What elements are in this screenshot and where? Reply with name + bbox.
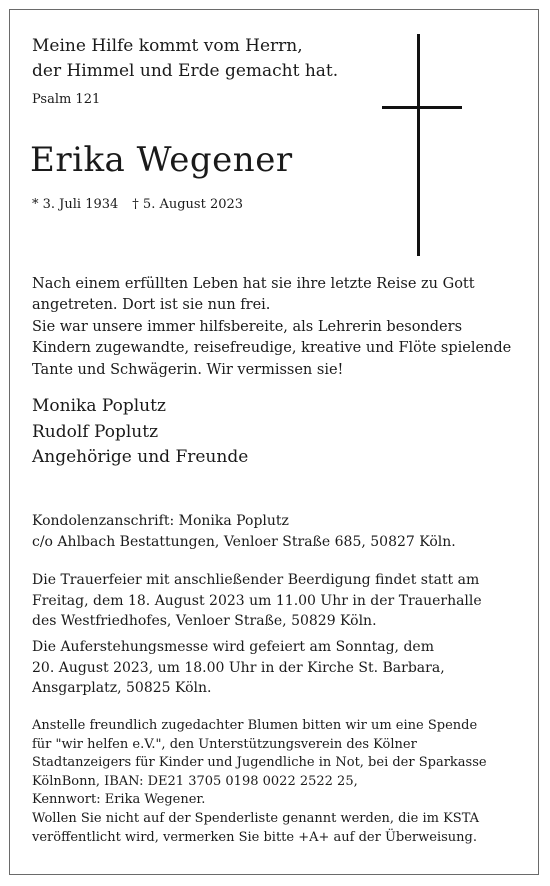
funeral-info: [32, 570, 482, 632]
address-line: Kondolenzanschrift: Monika Poplutz: [32, 513, 289, 529]
donation-line: KölnBonn, IBAN: DE21 3705 0198 0022 2522 25,: [32, 773, 358, 789]
cross-horizontal-bar: [382, 106, 462, 109]
message-line: Tante und Schwägerin. Wir vermissen sie!: [32, 361, 344, 378]
mourner-name: Rudolf Poplutz: [32, 421, 159, 442]
message-line: Nach einem erfüllten Leben hat sie ihre letzte Reise zu Gott: [32, 276, 475, 292]
birth-date: * 3. Juli 1934: [32, 197, 119, 212]
donation-request: [32, 717, 487, 847]
cross-vertical-bar: [417, 34, 420, 256]
mourner-name: Angehörige und Freunde: [32, 447, 249, 467]
mourners-list: [32, 394, 248, 471]
funeral-line: Freitag, dem 18. August 2023 um 11.00 Uhr in der Trauerhalle: [32, 592, 482, 609]
deceased-name: Erika Wegener: [30, 140, 293, 180]
mass-line: Ansgarplatz, 50825 Köln.: [32, 680, 212, 696]
death-date: † 5. August 2023: [132, 197, 244, 212]
mass-line: 20. August 2023, um 18.00 Uhr in der Kirche St. Barbara,: [32, 659, 445, 676]
donation-line: Kennwort: Erika Wegener.: [32, 792, 206, 808]
donation-line: für "wir helfen e.V.", den Unterstützungsverein des Kölner: [32, 736, 417, 752]
cross-icon: [382, 34, 462, 256]
obituary-message: [32, 274, 511, 381]
life-dates: [32, 196, 243, 214]
message-line: Sie war unsere immer hilfsbereite, als Lehrerin besonders: [32, 318, 463, 335]
donation-line: veröffentlicht wird, vermerken Sie bitte +A+ auf der Überweisung.: [32, 829, 477, 845]
verse-reference: Psalm 121: [32, 92, 101, 107]
verse-line: Meine Hilfe kommt vom Herrn,: [32, 36, 303, 56]
condolence-address: [32, 511, 456, 553]
mass-info: [32, 637, 445, 699]
verse-line: der Himmel und Erde gemacht hat.: [32, 61, 339, 81]
funeral-line: Die Trauerfeier mit anschließender Beerdigung findet statt am: [32, 572, 480, 588]
address-line: c/o Ahlbach Bestattungen, Venloer Straße 685, 50827 Köln.: [32, 534, 456, 550]
donation-line: Anstelle freundlich zugedachter Blumen bitten wir um eine Spende: [32, 718, 478, 733]
mass-line: Die Auferstehungsmesse wird gefeiert am Sonntag, dem: [32, 639, 434, 655]
message-line: angetreten. Dort ist sie nun frei.: [32, 297, 271, 314]
donation-line: Stadtanzeigers für Kinder und Jugendliche in Not, bei der Sparkasse: [32, 755, 487, 771]
donation-line: Wollen Sie nicht auf der Spenderliste genannt werden, die im KSTA: [32, 810, 480, 826]
funeral-line: des Westfriedhofes, Venloer Straße, 50829 Köln.: [32, 613, 377, 629]
bible-verse: [32, 34, 338, 84]
message-line: Kindern zugewandte, reisefreudige, kreative und Flöte spielende: [32, 340, 512, 357]
mourner-name: Monika Poplutz: [32, 396, 166, 416]
